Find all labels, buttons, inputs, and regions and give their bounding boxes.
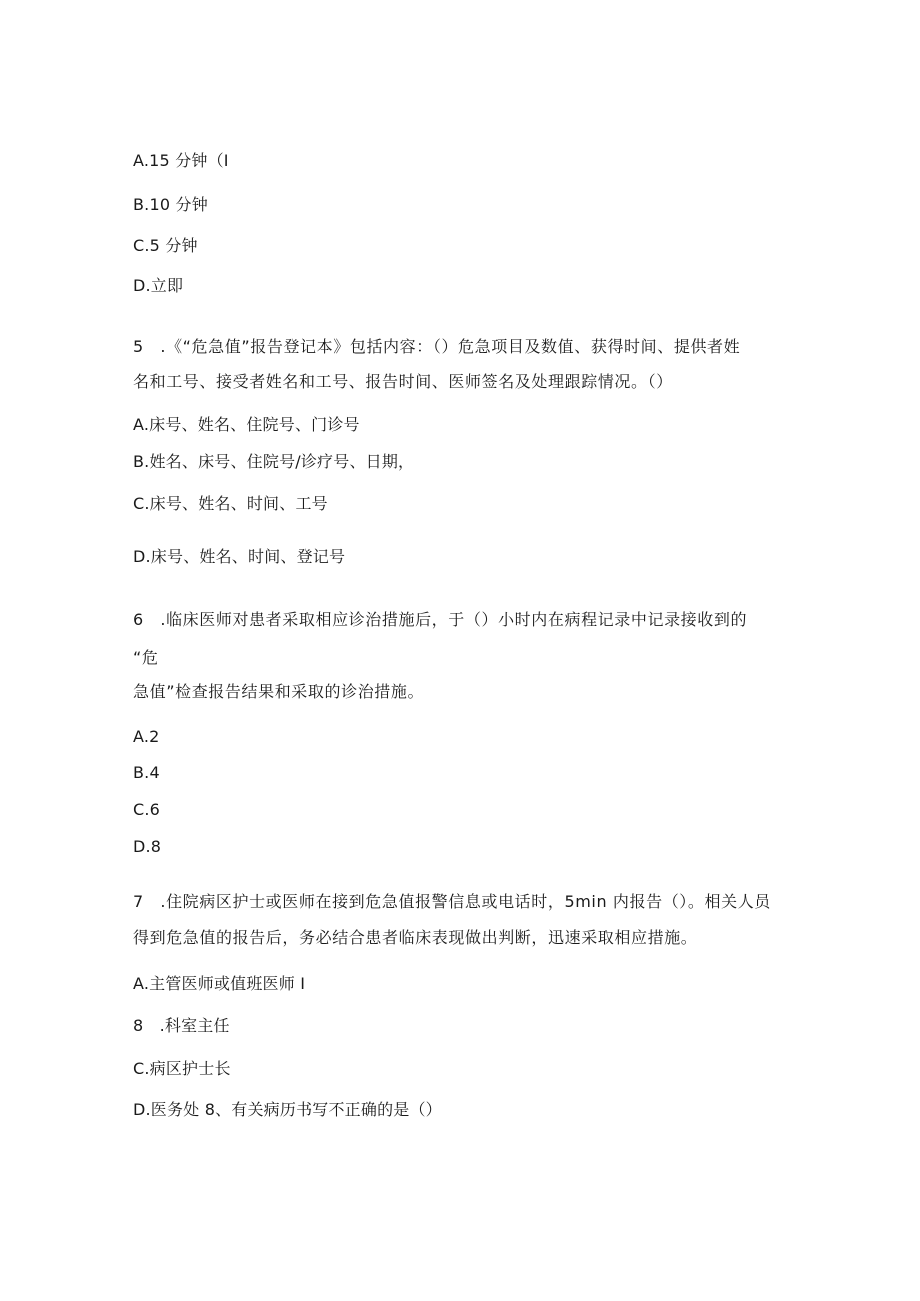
q6-option-d: D.8 xyxy=(133,837,162,856)
q4-option-a: A.15 分钟（I xyxy=(133,151,229,170)
q7-question-line-2: 得到危急值的报告后，务必结合患者临床表现做出判断，迅速采取相应措施。 xyxy=(133,928,698,947)
q5-question-line-1: 5 .《“危急值”报告登记本》包括内容：（）危急项目及数值、获得时间、提供者姓 xyxy=(133,337,741,356)
q6-option-b: B.4 xyxy=(133,763,160,782)
q7-question-line-1: 7 .住院病区护士或医师在接到危急值报警信息或电话时，5min 内报告（）。相关人员 xyxy=(133,892,771,911)
q7-option-d: D.医务处 8、有关病历书写不正确的是（） xyxy=(133,1100,442,1119)
q5-option-d: D.床号、姓名、时间、登记号 xyxy=(133,547,346,566)
q7-option-a: A.主管医师或值班医师 I xyxy=(133,974,306,993)
q4-option-c: C.5 分钟 xyxy=(133,236,198,255)
q5-question-line-2: 名和工号、接受者姓名和工号、报告时间、医师签名及处理跟踪情况。（） xyxy=(133,372,673,391)
q5-option-a: A.床号、姓名、住院号、门诊号 xyxy=(133,415,360,434)
q7-option-b: 8 .科室主任 xyxy=(133,1016,230,1035)
q6-question-line-1: 6 .临床医师对患者采取相应诊治措施后，于（）小时内在病程记录中记录接收到的 xyxy=(133,610,748,629)
q4-option-d: D.立即 xyxy=(133,276,184,295)
q4-option-b: B.10 分钟 xyxy=(133,195,208,214)
q5-option-b: B.姓名、床号、住院号/诊疗号、日期， xyxy=(133,452,415,471)
q7-option-c: C.病区护士长 xyxy=(133,1059,231,1078)
q6-option-c: C.6 xyxy=(133,800,161,819)
q6-question-line-2: “危 xyxy=(133,648,159,667)
q5-option-c: C.床号、姓名、时间、工号 xyxy=(133,494,328,513)
q6-option-a: A.2 xyxy=(133,727,160,746)
q6-question-line-3: 急值”检查报告结果和采取的诊治措施。 xyxy=(133,682,425,701)
